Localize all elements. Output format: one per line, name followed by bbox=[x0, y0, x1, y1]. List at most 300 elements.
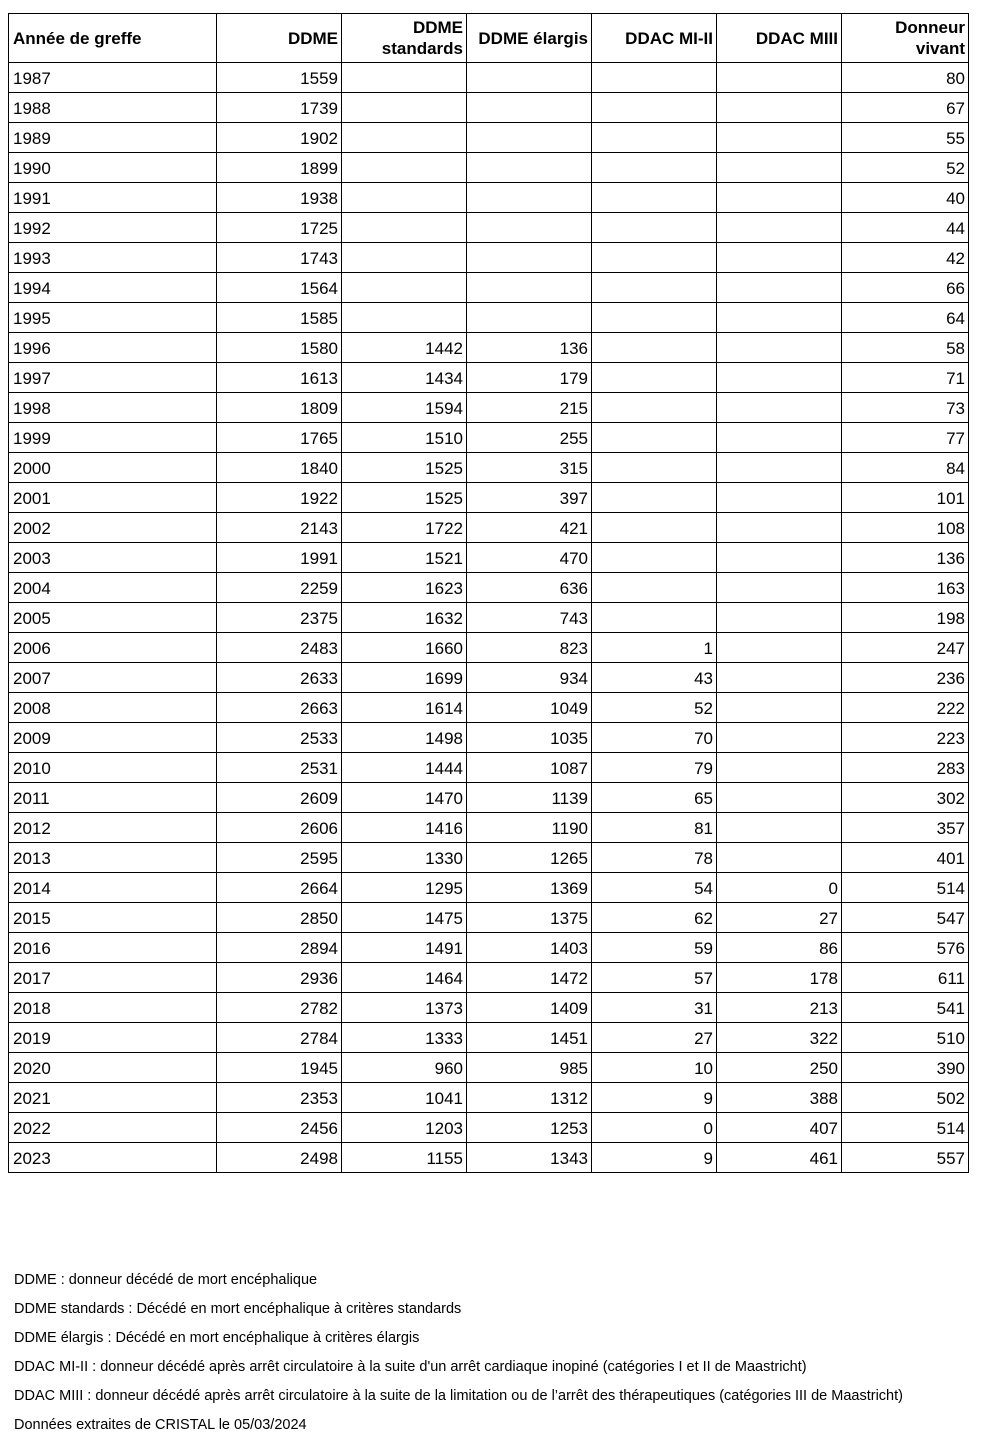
ddme-standards-cell bbox=[342, 243, 467, 273]
header-ddme bbox=[217, 14, 342, 63]
donneur-vivant-cell: 223 bbox=[842, 723, 969, 753]
ddac-mi-ii-cell: 65 bbox=[592, 783, 717, 813]
ddme-standards-cell: 1295 bbox=[342, 873, 467, 903]
header-label: DDME standards bbox=[381, 18, 463, 58]
ddme-cell: 1564 bbox=[217, 273, 342, 303]
header-donneur-vivant bbox=[842, 14, 969, 63]
ddme-elargis-cell: 1375 bbox=[467, 903, 592, 933]
ddac-mi-ii-cell bbox=[592, 603, 717, 633]
table-row bbox=[9, 153, 969, 183]
donneur-vivant-cell: 510 bbox=[842, 1023, 969, 1053]
ddme-standards-cell: 1722 bbox=[342, 513, 467, 543]
ddme-cell: 2375 bbox=[217, 603, 342, 633]
ddme-elargis-cell: 985 bbox=[467, 1053, 592, 1083]
donneur-vivant-cell: 71 bbox=[842, 363, 969, 393]
table-row bbox=[9, 1023, 969, 1053]
ddme-standards-cell: 1491 bbox=[342, 933, 467, 963]
ddme-cell: 2606 bbox=[217, 813, 342, 843]
ddme-standards-cell: 1498 bbox=[342, 723, 467, 753]
ddme-cell: 2456 bbox=[217, 1113, 342, 1143]
donneur-vivant-cell: 611 bbox=[842, 963, 969, 993]
ddac-mi-ii-cell bbox=[592, 423, 717, 453]
ddme-cell: 2664 bbox=[217, 873, 342, 903]
table-header bbox=[9, 14, 969, 63]
ddme-elargis-cell: 1049 bbox=[467, 693, 592, 723]
year-cell: 2006 bbox=[9, 633, 217, 663]
ddac-miii-cell bbox=[717, 93, 842, 123]
ddme-elargis-cell: 470 bbox=[467, 543, 592, 573]
table-row bbox=[9, 783, 969, 813]
ddme-elargis-cell bbox=[467, 273, 592, 303]
ddme-elargis-cell: 1087 bbox=[467, 753, 592, 783]
table-row bbox=[9, 93, 969, 123]
ddme-standards-cell: 1373 bbox=[342, 993, 467, 1023]
table-row bbox=[9, 513, 969, 543]
ddme-cell: 2609 bbox=[217, 783, 342, 813]
ddme-standards-cell bbox=[342, 273, 467, 303]
table-row bbox=[9, 1083, 969, 1113]
year-cell: 1997 bbox=[9, 363, 217, 393]
header-label: DDME élargis bbox=[478, 28, 588, 48]
ddac-miii-cell: 322 bbox=[717, 1023, 842, 1053]
table-row bbox=[9, 543, 969, 573]
ddme-cell: 1991 bbox=[217, 543, 342, 573]
ddme-standards-cell: 1203 bbox=[342, 1113, 467, 1143]
ddme-elargis-cell: 179 bbox=[467, 363, 592, 393]
graft-data-table bbox=[8, 13, 969, 1173]
donneur-vivant-cell: 576 bbox=[842, 933, 969, 963]
year-cell: 2016 bbox=[9, 933, 217, 963]
ddac-miii-cell bbox=[717, 543, 842, 573]
header-label: DDME bbox=[287, 28, 338, 48]
ddac-miii-cell bbox=[717, 303, 842, 333]
table-row bbox=[9, 1113, 969, 1143]
ddac-miii-cell: 178 bbox=[717, 963, 842, 993]
ddac-mi-ii-cell bbox=[592, 303, 717, 333]
ddme-standards-cell: 1623 bbox=[342, 573, 467, 603]
year-cell: 2005 bbox=[9, 603, 217, 633]
table-row bbox=[9, 723, 969, 753]
ddac-miii-cell: 388 bbox=[717, 1083, 842, 1113]
note-ddac-miii: DDAC MIII : donneur décédé après arrêt circulatoire à la suite de la limitation ou de l’arrêt des thérapeutiques (catégories III de Maastricht) bbox=[14, 1388, 903, 1404]
ddme-elargis-cell bbox=[467, 153, 592, 183]
donneur-vivant-cell: 44 bbox=[842, 213, 969, 243]
ddac-miii-cell bbox=[717, 123, 842, 153]
ddme-cell: 2483 bbox=[217, 633, 342, 663]
year-cell: 2023 bbox=[9, 1143, 217, 1173]
ddme-standards-cell: 1041 bbox=[342, 1083, 467, 1113]
ddac-mi-ii-cell: 59 bbox=[592, 933, 717, 963]
ddac-miii-cell: 27 bbox=[717, 903, 842, 933]
year-cell: 1998 bbox=[9, 393, 217, 423]
ddme-cell: 1899 bbox=[217, 153, 342, 183]
donneur-vivant-cell: 52 bbox=[842, 153, 969, 183]
ddac-miii-cell bbox=[717, 843, 842, 873]
ddac-miii-cell bbox=[717, 333, 842, 363]
ddme-standards-cell bbox=[342, 303, 467, 333]
table-row bbox=[9, 363, 969, 393]
ddme-elargis-cell: 1451 bbox=[467, 1023, 592, 1053]
ddme-standards-cell: 1442 bbox=[342, 333, 467, 363]
ddac-miii-cell: 250 bbox=[717, 1053, 842, 1083]
ddac-mi-ii-cell bbox=[592, 543, 717, 573]
header-ddme-standards bbox=[342, 14, 467, 63]
donneur-vivant-cell: 247 bbox=[842, 633, 969, 663]
ddme-elargis-cell: 1343 bbox=[467, 1143, 592, 1173]
ddac-miii-cell bbox=[717, 453, 842, 483]
ddac-mi-ii-cell: 1 bbox=[592, 633, 717, 663]
table-row bbox=[9, 903, 969, 933]
year-cell: 1988 bbox=[9, 93, 217, 123]
year-cell: 1996 bbox=[9, 333, 217, 363]
ddac-miii-cell: 0 bbox=[717, 873, 842, 903]
year-cell: 2002 bbox=[9, 513, 217, 543]
year-cell: 2015 bbox=[9, 903, 217, 933]
table-row bbox=[9, 483, 969, 513]
ddme-cell: 2533 bbox=[217, 723, 342, 753]
year-cell: 2018 bbox=[9, 993, 217, 1023]
ddac-mi-ii-cell: 31 bbox=[592, 993, 717, 1023]
ddme-cell: 1765 bbox=[217, 423, 342, 453]
table-row bbox=[9, 333, 969, 363]
table-row bbox=[9, 1143, 969, 1173]
ddac-mi-ii-cell bbox=[592, 123, 717, 153]
table-row bbox=[9, 933, 969, 963]
ddme-cell: 1580 bbox=[217, 333, 342, 363]
ddme-elargis-cell: 1369 bbox=[467, 873, 592, 903]
table-row bbox=[9, 303, 969, 333]
ddme-standards-cell: 1155 bbox=[342, 1143, 467, 1173]
ddac-miii-cell bbox=[717, 183, 842, 213]
year-cell: 1995 bbox=[9, 303, 217, 333]
year-cell: 2012 bbox=[9, 813, 217, 843]
ddme-elargis-cell: 1265 bbox=[467, 843, 592, 873]
ddme-elargis-cell: 1139 bbox=[467, 783, 592, 813]
year-cell: 1991 bbox=[9, 183, 217, 213]
donneur-vivant-cell: 283 bbox=[842, 753, 969, 783]
year-cell: 2001 bbox=[9, 483, 217, 513]
ddme-cell: 2784 bbox=[217, 1023, 342, 1053]
year-cell: 2010 bbox=[9, 753, 217, 783]
header-ddac-miii bbox=[717, 14, 842, 63]
ddac-mi-ii-cell: 57 bbox=[592, 963, 717, 993]
ddac-mi-ii-cell bbox=[592, 63, 717, 93]
ddme-elargis-cell bbox=[467, 213, 592, 243]
ddac-mi-ii-cell: 9 bbox=[592, 1143, 717, 1173]
donneur-vivant-cell: 557 bbox=[842, 1143, 969, 1173]
ddac-mi-ii-cell bbox=[592, 363, 717, 393]
ddme-elargis-cell: 421 bbox=[467, 513, 592, 543]
ddme-standards-cell: 1475 bbox=[342, 903, 467, 933]
ddme-standards-cell bbox=[342, 93, 467, 123]
ddac-miii-cell bbox=[717, 813, 842, 843]
ddme-standards-cell: 1444 bbox=[342, 753, 467, 783]
table-body bbox=[9, 63, 969, 1173]
note-ddme-elargis: DDME élargis : Décédé en mort encéphalique à critères élargis bbox=[14, 1330, 420, 1346]
year-cell: 2020 bbox=[9, 1053, 217, 1083]
donneur-vivant-cell: 514 bbox=[842, 873, 969, 903]
year-cell: 1992 bbox=[9, 213, 217, 243]
ddac-mi-ii-cell bbox=[592, 393, 717, 423]
year-cell: 1989 bbox=[9, 123, 217, 153]
ddac-miii-cell bbox=[717, 363, 842, 393]
ddme-standards-cell bbox=[342, 123, 467, 153]
note-ddme-standards: DDME standards : Décédé en mort encéphalique à critères standards bbox=[14, 1301, 462, 1317]
donneur-vivant-cell: 236 bbox=[842, 663, 969, 693]
ddac-miii-cell: 213 bbox=[717, 993, 842, 1023]
table-row bbox=[9, 603, 969, 633]
ddme-elargis-cell bbox=[467, 63, 592, 93]
year-cell: 2009 bbox=[9, 723, 217, 753]
ddac-mi-ii-cell bbox=[592, 243, 717, 273]
ddac-mi-ii-cell bbox=[592, 153, 717, 183]
table-row bbox=[9, 243, 969, 273]
ddme-elargis-cell bbox=[467, 123, 592, 153]
year-cell: 2000 bbox=[9, 453, 217, 483]
ddac-miii-cell bbox=[717, 63, 842, 93]
ddac-mi-ii-cell: 78 bbox=[592, 843, 717, 873]
ddme-elargis-cell bbox=[467, 183, 592, 213]
header-label: Donneur vivant bbox=[895, 18, 965, 58]
ddme-cell: 2633 bbox=[217, 663, 342, 693]
donneur-vivant-cell: 55 bbox=[842, 123, 969, 153]
note-source: Données extraites de CRISTAL le 05/03/2024 bbox=[14, 1417, 307, 1433]
ddme-elargis-cell: 636 bbox=[467, 573, 592, 603]
donneur-vivant-cell: 66 bbox=[842, 273, 969, 303]
ddac-mi-ii-cell: 54 bbox=[592, 873, 717, 903]
ddme-cell: 2850 bbox=[217, 903, 342, 933]
table-row bbox=[9, 573, 969, 603]
ddac-mi-ii-cell: 43 bbox=[592, 663, 717, 693]
year-cell: 2021 bbox=[9, 1083, 217, 1113]
year-cell: 1990 bbox=[9, 153, 217, 183]
ddme-standards-cell: 1525 bbox=[342, 453, 467, 483]
header-ddac-mi-ii bbox=[592, 14, 717, 63]
ddme-standards-cell: 1470 bbox=[342, 783, 467, 813]
ddac-mi-ii-cell: 9 bbox=[592, 1083, 717, 1113]
ddme-cell: 1840 bbox=[217, 453, 342, 483]
ddac-miii-cell bbox=[717, 633, 842, 663]
ddme-cell: 1809 bbox=[217, 393, 342, 423]
ddme-standards-cell: 1416 bbox=[342, 813, 467, 843]
ddme-standards-cell: 1660 bbox=[342, 633, 467, 663]
table-row bbox=[9, 963, 969, 993]
note-ddac-mi-ii: DDAC MI-II : donneur décédé après arrêt circulatoire à la suite d'un arrêt cardiaque inopiné (catégories I et II de Maastricht) bbox=[14, 1359, 807, 1375]
ddme-elargis-cell: 1253 bbox=[467, 1113, 592, 1143]
ddme-cell: 1739 bbox=[217, 93, 342, 123]
donneur-vivant-cell: 67 bbox=[842, 93, 969, 123]
ddac-mi-ii-cell: 0 bbox=[592, 1113, 717, 1143]
ddme-cell: 1743 bbox=[217, 243, 342, 273]
legend-notes bbox=[14, 1266, 974, 1440]
donneur-vivant-cell: 64 bbox=[842, 303, 969, 333]
ddme-standards-cell: 1464 bbox=[342, 963, 467, 993]
ddac-miii-cell: 86 bbox=[717, 933, 842, 963]
ddac-mi-ii-cell bbox=[592, 483, 717, 513]
ddme-cell: 1613 bbox=[217, 363, 342, 393]
ddme-elargis-cell: 1472 bbox=[467, 963, 592, 993]
ddme-standards-cell: 1330 bbox=[342, 843, 467, 873]
donneur-vivant-cell: 401 bbox=[842, 843, 969, 873]
ddac-miii-cell bbox=[717, 153, 842, 183]
note-ddme: DDME : donneur décédé de mort encéphalique bbox=[14, 1272, 318, 1288]
year-cell: 2017 bbox=[9, 963, 217, 993]
donneur-vivant-cell: 101 bbox=[842, 483, 969, 513]
year-cell: 2004 bbox=[9, 573, 217, 603]
ddac-mi-ii-cell bbox=[592, 453, 717, 483]
table-row bbox=[9, 183, 969, 213]
year-cell: 2008 bbox=[9, 693, 217, 723]
ddme-standards-cell bbox=[342, 183, 467, 213]
table-row bbox=[9, 123, 969, 153]
table-row bbox=[9, 813, 969, 843]
header-label: Année de greffe bbox=[13, 28, 142, 48]
ddme-cell: 1902 bbox=[217, 123, 342, 153]
ddme-standards-cell: 1594 bbox=[342, 393, 467, 423]
ddac-mi-ii-cell bbox=[592, 183, 717, 213]
ddac-mi-ii-cell: 70 bbox=[592, 723, 717, 753]
ddme-elargis-cell: 934 bbox=[467, 663, 592, 693]
table-row bbox=[9, 843, 969, 873]
ddme-standards-cell: 1521 bbox=[342, 543, 467, 573]
ddme-cell: 2782 bbox=[217, 993, 342, 1023]
ddme-elargis-cell bbox=[467, 243, 592, 273]
ddme-standards-cell bbox=[342, 63, 467, 93]
donneur-vivant-cell: 80 bbox=[842, 63, 969, 93]
year-cell: 1987 bbox=[9, 63, 217, 93]
ddac-mi-ii-cell: 52 bbox=[592, 693, 717, 723]
ddme-elargis-cell: 397 bbox=[467, 483, 592, 513]
ddac-mi-ii-cell: 79 bbox=[592, 753, 717, 783]
table-row bbox=[9, 63, 969, 93]
donneur-vivant-cell: 198 bbox=[842, 603, 969, 633]
table-row bbox=[9, 1053, 969, 1083]
ddme-cell: 1725 bbox=[217, 213, 342, 243]
year-cell: 1999 bbox=[9, 423, 217, 453]
donneur-vivant-cell: 77 bbox=[842, 423, 969, 453]
year-cell: 2003 bbox=[9, 543, 217, 573]
ddme-standards-cell: 960 bbox=[342, 1053, 467, 1083]
table-row bbox=[9, 273, 969, 303]
ddac-miii-cell bbox=[717, 483, 842, 513]
ddme-standards-cell: 1525 bbox=[342, 483, 467, 513]
ddme-standards-cell bbox=[342, 153, 467, 183]
ddac-mi-ii-cell: 10 bbox=[592, 1053, 717, 1083]
header-label: DDAC MI-II bbox=[625, 28, 713, 48]
ddac-mi-ii-cell bbox=[592, 273, 717, 303]
ddac-mi-ii-cell: 27 bbox=[592, 1023, 717, 1053]
year-cell: 2011 bbox=[9, 783, 217, 813]
donneur-vivant-cell: 84 bbox=[842, 453, 969, 483]
table-row bbox=[9, 423, 969, 453]
donneur-vivant-cell: 541 bbox=[842, 993, 969, 1023]
ddme-elargis-cell: 315 bbox=[467, 453, 592, 483]
ddme-cell: 1938 bbox=[217, 183, 342, 213]
donneur-vivant-cell: 222 bbox=[842, 693, 969, 723]
donneur-vivant-cell: 163 bbox=[842, 573, 969, 603]
ddac-mi-ii-cell bbox=[592, 333, 717, 363]
year-cell: 2013 bbox=[9, 843, 217, 873]
donneur-vivant-cell: 502 bbox=[842, 1083, 969, 1113]
donneur-vivant-cell: 40 bbox=[842, 183, 969, 213]
ddme-cell: 2259 bbox=[217, 573, 342, 603]
ddme-elargis-cell: 255 bbox=[467, 423, 592, 453]
ddme-elargis-cell bbox=[467, 93, 592, 123]
year-cell: 2007 bbox=[9, 663, 217, 693]
ddme-elargis-cell bbox=[467, 303, 592, 333]
table-row bbox=[9, 873, 969, 903]
year-cell: 2022 bbox=[9, 1113, 217, 1143]
ddac-miii-cell: 407 bbox=[717, 1113, 842, 1143]
ddme-elargis-cell: 215 bbox=[467, 393, 592, 423]
ddac-miii-cell bbox=[717, 693, 842, 723]
ddme-standards-cell: 1434 bbox=[342, 363, 467, 393]
donneur-vivant-cell: 302 bbox=[842, 783, 969, 813]
ddme-standards-cell: 1614 bbox=[342, 693, 467, 723]
ddme-cell: 2531 bbox=[217, 753, 342, 783]
ddme-elargis-cell: 823 bbox=[467, 633, 592, 663]
ddme-cell: 2595 bbox=[217, 843, 342, 873]
ddme-standards-cell: 1510 bbox=[342, 423, 467, 453]
ddme-cell: 2498 bbox=[217, 1143, 342, 1173]
ddac-miii-cell bbox=[717, 393, 842, 423]
ddac-miii-cell bbox=[717, 573, 842, 603]
year-cell: 2014 bbox=[9, 873, 217, 903]
ddme-cell: 1559 bbox=[217, 63, 342, 93]
ddac-mi-ii-cell: 81 bbox=[592, 813, 717, 843]
ddac-miii-cell bbox=[717, 213, 842, 243]
ddac-mi-ii-cell bbox=[592, 93, 717, 123]
year-cell: 2019 bbox=[9, 1023, 217, 1053]
ddme-elargis-cell: 1190 bbox=[467, 813, 592, 843]
ddac-mi-ii-cell bbox=[592, 213, 717, 243]
ddme-cell: 2143 bbox=[217, 513, 342, 543]
donneur-vivant-cell: 42 bbox=[842, 243, 969, 273]
ddme-cell: 1945 bbox=[217, 1053, 342, 1083]
ddme-standards-cell: 1333 bbox=[342, 1023, 467, 1053]
donneur-vivant-cell: 390 bbox=[842, 1053, 969, 1083]
ddme-cell: 2353 bbox=[217, 1083, 342, 1113]
table-row bbox=[9, 993, 969, 1023]
donneur-vivant-cell: 108 bbox=[842, 513, 969, 543]
ddac-mi-ii-cell: 62 bbox=[592, 903, 717, 933]
ddme-elargis-cell: 1035 bbox=[467, 723, 592, 753]
ddac-miii-cell bbox=[717, 423, 842, 453]
donneur-vivant-cell: 357 bbox=[842, 813, 969, 843]
donneur-vivant-cell: 547 bbox=[842, 903, 969, 933]
table-row bbox=[9, 213, 969, 243]
ddac-mi-ii-cell bbox=[592, 513, 717, 543]
donneur-vivant-cell: 514 bbox=[842, 1113, 969, 1143]
ddac-miii-cell bbox=[717, 753, 842, 783]
header-ddme-elargis bbox=[467, 14, 592, 63]
header-label: DDAC MIII bbox=[755, 28, 838, 48]
header-year bbox=[9, 14, 217, 63]
table-row bbox=[9, 453, 969, 483]
ddme-cell: 1922 bbox=[217, 483, 342, 513]
ddac-mi-ii-cell bbox=[592, 573, 717, 603]
ddac-miii-cell bbox=[717, 603, 842, 633]
year-cell: 1993 bbox=[9, 243, 217, 273]
ddme-elargis-cell: 136 bbox=[467, 333, 592, 363]
header-row bbox=[9, 14, 969, 63]
ddme-cell: 2936 bbox=[217, 963, 342, 993]
ddac-miii-cell bbox=[717, 723, 842, 753]
table-row bbox=[9, 393, 969, 423]
table-row bbox=[9, 693, 969, 723]
ddme-elargis-cell: 1409 bbox=[467, 993, 592, 1023]
ddme-standards-cell: 1699 bbox=[342, 663, 467, 693]
